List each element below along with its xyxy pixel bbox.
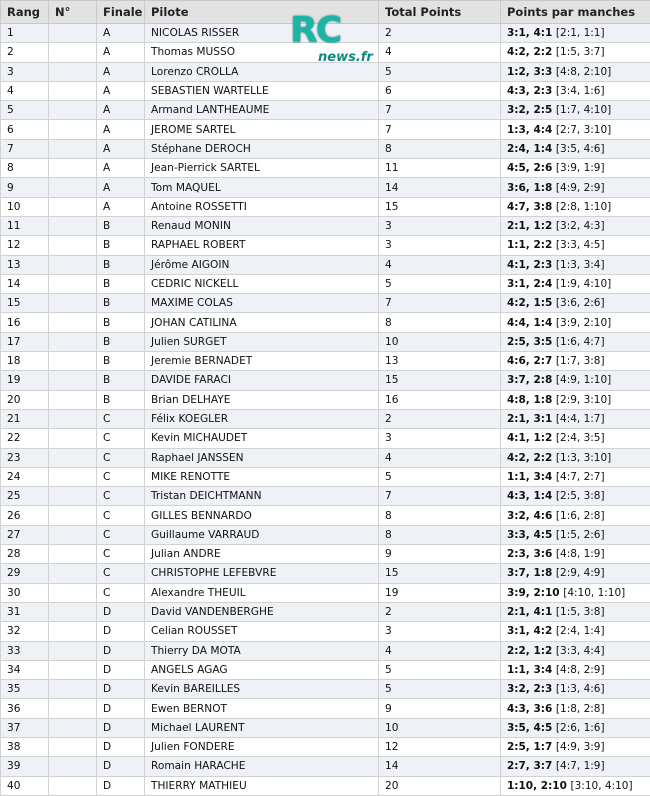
rank-cell: 36 [1, 699, 49, 718]
total-points-cell: 15 [379, 197, 501, 216]
heat-points-cell: 2:2, 1:2 [3:3, 4:4] [501, 641, 650, 660]
table-row [1, 409, 650, 428]
finale-cell: D [97, 757, 145, 776]
total-points-cell: 4 [379, 641, 501, 660]
heat-points-cell: 3:2, 2:5 [1:7, 4:10] [501, 101, 650, 120]
rank-cell: 19 [1, 371, 49, 390]
finale-cell: B [97, 390, 145, 409]
number-cell [49, 274, 97, 293]
rank-cell: 7 [1, 139, 49, 158]
pilot-name-cell: Raphael JANSSEN [145, 448, 379, 467]
heat-points-cell: 4:3, 1:4 [2:5, 3:8] [501, 487, 650, 506]
finale-cell: A [97, 159, 145, 178]
table-row [1, 680, 650, 699]
pilot-name-cell: Tom MAQUEL [145, 178, 379, 197]
table-row [1, 236, 650, 255]
heat-points-cell: 4:3, 3:6 [1:8, 2:8] [501, 699, 650, 718]
table-row [1, 371, 650, 390]
rcnews-logo [290, 14, 360, 68]
table-row [1, 602, 650, 621]
number-cell [49, 255, 97, 274]
rank-cell: 9 [1, 178, 49, 197]
table-row [1, 81, 650, 100]
heat-points-cell: 4:6, 2:7 [1:7, 3:8] [501, 352, 650, 371]
total-points-cell: 8 [379, 525, 501, 544]
heat-points-cell: 3:1, 4:2 [2:4, 1:4] [501, 622, 650, 641]
finale-cell: C [97, 583, 145, 602]
results-body [1, 24, 650, 796]
rank-cell: 28 [1, 545, 49, 564]
rank-cell: 27 [1, 525, 49, 544]
table-row [1, 776, 650, 795]
finale-cell: C [97, 429, 145, 448]
finale-cell: A [97, 120, 145, 139]
number-cell [49, 139, 97, 158]
total-points-cell: 3 [379, 429, 501, 448]
number-cell [49, 564, 97, 583]
number-cell [49, 641, 97, 660]
total-points-cell: 2 [379, 409, 501, 428]
total-points-cell: 4 [379, 255, 501, 274]
table-row [1, 487, 650, 506]
rank-cell: 18 [1, 352, 49, 371]
number-cell [49, 178, 97, 197]
rank-cell: 29 [1, 564, 49, 583]
finale-cell: C [97, 487, 145, 506]
finale-cell: C [97, 525, 145, 544]
table-row [1, 313, 650, 332]
table-row [1, 506, 650, 525]
finale-cell: C [97, 409, 145, 428]
finale-cell: C [97, 564, 145, 583]
heat-points-cell: 3:3, 4:5 [1:5, 2:6] [501, 525, 650, 544]
heat-points-cell: 1:1, 2:2 [3:3, 4:5] [501, 236, 650, 255]
table-row [1, 178, 650, 197]
pilot-name-cell: Lorenzo CROLLA [145, 62, 379, 81]
heat-points-cell: 3:5, 4:5 [2:6, 1:6] [501, 718, 650, 737]
pilot-name-cell: Celian ROUSSET [145, 622, 379, 641]
rank-cell: 10 [1, 197, 49, 216]
heat-points-cell: 3:1, 4:1 [2:1, 1:1] [501, 24, 650, 43]
table-row [1, 120, 650, 139]
heat-points-cell: 2:4, 1:4 [3:5, 4:6] [501, 139, 650, 158]
heat-points-cell: 2:1, 1:2 [3:2, 4:3] [501, 216, 650, 235]
finale-cell: B [97, 216, 145, 235]
finale-cell: D [97, 776, 145, 795]
rank-cell: 1 [1, 24, 49, 43]
finale-cell: A [97, 139, 145, 158]
pilot-name-cell: Michael LAURENT [145, 718, 379, 737]
number-cell [49, 525, 97, 544]
number-cell [49, 487, 97, 506]
table-row [1, 274, 650, 293]
number-cell [49, 737, 97, 756]
finale-cell: B [97, 352, 145, 371]
table-row [1, 139, 650, 158]
pilot-name-cell: Alexandre THEUIL [145, 583, 379, 602]
pilot-name-cell: NICOLAS RISSER [145, 24, 379, 43]
total-points-cell: 9 [379, 545, 501, 564]
finale-cell: B [97, 255, 145, 274]
heat-points-cell: 4:3, 2:3 [3:4, 1:6] [501, 81, 650, 100]
pilot-name-cell: Stéphane DEROCH [145, 139, 379, 158]
header-total-points[interactable]: Total Points [379, 1, 501, 24]
heat-points-cell: 2:7, 3:7 [4:7, 1:9] [501, 757, 650, 776]
heat-points-cell: 4:4, 1:4 [3:9, 2:10] [501, 313, 650, 332]
total-points-cell: 15 [379, 371, 501, 390]
rank-cell: 34 [1, 660, 49, 679]
number-cell [49, 81, 97, 100]
total-points-cell: 14 [379, 178, 501, 197]
number-cell [49, 429, 97, 448]
heat-points-cell: 4:2, 2:2 [1:5, 3:7] [501, 43, 650, 62]
number-cell [49, 583, 97, 602]
heat-points-cell: 4:5, 2:6 [3:9, 1:9] [501, 159, 650, 178]
rank-cell: 24 [1, 467, 49, 486]
pilot-name-cell: CEDRIC NICKELL [145, 274, 379, 293]
pilot-name-cell: Jérôme AIGOIN [145, 255, 379, 274]
number-cell [49, 332, 97, 351]
table-row [1, 622, 650, 641]
number-cell [49, 718, 97, 737]
pilot-name-cell: Félix KOEGLER [145, 409, 379, 428]
finale-cell: A [97, 178, 145, 197]
finale-cell: D [97, 660, 145, 679]
heat-points-cell: 4:7, 3:8 [2:8, 1:10] [501, 197, 650, 216]
finale-cell: A [97, 197, 145, 216]
finale-cell: A [97, 24, 145, 43]
finale-cell: D [97, 737, 145, 756]
rank-cell: 14 [1, 274, 49, 293]
finale-cell: D [97, 699, 145, 718]
number-cell [49, 757, 97, 776]
number-cell [49, 448, 97, 467]
pilot-name-cell: Julian ANDRE [145, 545, 379, 564]
pilot-name-cell: Thierry DA MOTA [145, 641, 379, 660]
finale-cell: B [97, 274, 145, 293]
heat-points-cell: 4:2, 1:5 [3:6, 2:6] [501, 294, 650, 313]
total-points-cell: 10 [379, 718, 501, 737]
total-points-cell: 5 [379, 467, 501, 486]
number-cell [49, 602, 97, 621]
table-row [1, 294, 650, 313]
total-points-cell: 4 [379, 448, 501, 467]
number-cell [49, 680, 97, 699]
rank-cell: 17 [1, 332, 49, 351]
number-cell [49, 159, 97, 178]
finale-cell: C [97, 467, 145, 486]
pilot-name-cell: MIKE RENOTTE [145, 467, 379, 486]
finale-cell: D [97, 718, 145, 737]
table-row [1, 159, 650, 178]
total-points-cell: 8 [379, 139, 501, 158]
header-points-par-manches[interactable]: Points par manches [501, 1, 650, 24]
finale-cell: C [97, 506, 145, 525]
heat-points-cell: 3:2, 2:3 [1:3, 4:6] [501, 680, 650, 699]
total-points-cell: 16 [379, 390, 501, 409]
finale-cell: D [97, 680, 145, 699]
logo-rc-text: RC [290, 10, 340, 51]
rank-cell: 5 [1, 101, 49, 120]
rank-cell: 6 [1, 120, 49, 139]
total-points-cell: 8 [379, 313, 501, 332]
rank-cell: 11 [1, 216, 49, 235]
rank-cell: 3 [1, 62, 49, 81]
rank-cell: 23 [1, 448, 49, 467]
pilot-name-cell: JOHAN CATILINA [145, 313, 379, 332]
number-cell [49, 409, 97, 428]
heat-points-cell: 2:3, 3:6 [4:8, 1:9] [501, 545, 650, 564]
table-row [1, 332, 650, 351]
rank-cell: 2 [1, 43, 49, 62]
table-row [1, 545, 650, 564]
total-points-cell: 14 [379, 757, 501, 776]
total-points-cell: 3 [379, 216, 501, 235]
pilot-name-cell: Antoine ROSSETTI [145, 197, 379, 216]
table-row [1, 699, 650, 718]
pilot-name-cell: Kevin MICHAUDET [145, 429, 379, 448]
heat-points-cell: 4:1, 1:2 [2:4, 3:5] [501, 429, 650, 448]
total-points-cell: 6 [379, 81, 501, 100]
pilot-name-cell: David VANDENBERGHE [145, 602, 379, 621]
rank-cell: 30 [1, 583, 49, 602]
total-points-cell: 3 [379, 622, 501, 641]
finale-cell: A [97, 43, 145, 62]
pilot-name-cell: DAVIDE FARACI [145, 371, 379, 390]
number-cell [49, 390, 97, 409]
pilot-name-cell: JEROME SARTEL [145, 120, 379, 139]
table-row [1, 448, 650, 467]
total-points-cell: 12 [379, 737, 501, 756]
number-cell [49, 467, 97, 486]
rank-cell: 13 [1, 255, 49, 274]
rank-cell: 40 [1, 776, 49, 795]
total-points-cell: 7 [379, 294, 501, 313]
rank-cell: 31 [1, 602, 49, 621]
rank-cell: 4 [1, 81, 49, 100]
finale-cell: A [97, 62, 145, 81]
heat-points-cell: 3:7, 1:8 [2:9, 4:9] [501, 564, 650, 583]
table-row [1, 641, 650, 660]
heat-points-cell: 3:1, 2:4 [1:9, 4:10] [501, 274, 650, 293]
total-points-cell: 5 [379, 660, 501, 679]
number-cell [49, 699, 97, 718]
header-rang[interactable]: Rang [1, 1, 49, 24]
heat-points-cell: 1:2, 3:3 [4:8, 2:10] [501, 62, 650, 81]
pilot-name-cell: SEBASTIEN WARTELLE [145, 81, 379, 100]
heat-points-cell: 1:1, 3:4 [4:8, 2:9] [501, 660, 650, 679]
heat-points-cell: 4:8, 1:8 [2:9, 3:10] [501, 390, 650, 409]
rank-cell: 15 [1, 294, 49, 313]
pilot-name-cell: GILLES BENNARDO [145, 506, 379, 525]
table-row [1, 525, 650, 544]
heat-points-cell: 3:7, 2:8 [4:9, 1:10] [501, 371, 650, 390]
number-cell [49, 62, 97, 81]
finale-cell: B [97, 371, 145, 390]
number-cell [49, 236, 97, 255]
pilot-name-cell: MAXIME COLAS [145, 294, 379, 313]
heat-points-cell: 2:1, 4:1 [1:5, 3:8] [501, 602, 650, 621]
pilot-name-cell: Thomas MUSSO [145, 43, 379, 62]
rank-cell: 22 [1, 429, 49, 448]
finale-cell: B [97, 294, 145, 313]
number-cell [49, 545, 97, 564]
number-cell [49, 660, 97, 679]
table-row [1, 467, 650, 486]
pilot-name-cell: Guillaume VARRAUD [145, 525, 379, 544]
number-cell [49, 622, 97, 641]
heat-points-cell: 4:1, 2:3 [1:3, 3:4] [501, 255, 650, 274]
pilot-name-cell: Ewen BERNOT [145, 699, 379, 718]
heat-points-cell: 1:1, 3:4 [4:7, 2:7] [501, 467, 650, 486]
heat-points-cell: 3:2, 4:6 [1:6, 2:8] [501, 506, 650, 525]
total-points-cell: 3 [379, 236, 501, 255]
total-points-cell: 7 [379, 487, 501, 506]
total-points-cell: 5 [379, 274, 501, 293]
finale-cell: B [97, 236, 145, 255]
number-cell [49, 506, 97, 525]
table-row [1, 737, 650, 756]
finale-cell: B [97, 332, 145, 351]
total-points-cell: 5 [379, 62, 501, 81]
total-points-cell: 20 [379, 776, 501, 795]
rank-cell: 38 [1, 737, 49, 756]
finale-cell: D [97, 641, 145, 660]
table-row [1, 429, 650, 448]
total-points-cell: 13 [379, 352, 501, 371]
rank-cell: 26 [1, 506, 49, 525]
pilot-name-cell: Julien FONDERE [145, 737, 379, 756]
heat-points-cell: 3:6, 1:8 [4:9, 2:9] [501, 178, 650, 197]
finale-cell: C [97, 545, 145, 564]
pilot-name-cell: Julien SURGET [145, 332, 379, 351]
pilot-name-cell: Jean-Pierrick SARTEL [145, 159, 379, 178]
finale-cell: D [97, 602, 145, 621]
heat-points-cell: 1:10, 2:10 [3:10, 4:10] [501, 776, 650, 795]
number-cell [49, 371, 97, 390]
rank-cell: 39 [1, 757, 49, 776]
table-row [1, 660, 650, 679]
pilot-name-cell: Tristan DEICHTMANN [145, 487, 379, 506]
pilot-name-cell: RAPHAEL ROBERT [145, 236, 379, 255]
number-cell [49, 352, 97, 371]
rank-cell: 33 [1, 641, 49, 660]
finale-cell: D [97, 622, 145, 641]
number-cell [49, 43, 97, 62]
table-row [1, 390, 650, 409]
pilot-name-cell: CHRISTOPHE LEFEBVRE [145, 564, 379, 583]
number-cell [49, 197, 97, 216]
rank-cell: 21 [1, 409, 49, 428]
total-points-cell: 9 [379, 699, 501, 718]
finale-cell: A [97, 81, 145, 100]
rank-cell: 37 [1, 718, 49, 737]
number-cell [49, 120, 97, 139]
pilot-name-cell: Jeremie BERNADET [145, 352, 379, 371]
rank-cell: 25 [1, 487, 49, 506]
number-cell [49, 24, 97, 43]
table-row [1, 255, 650, 274]
total-points-cell: 19 [379, 583, 501, 602]
logo-news-text: news.fr [318, 50, 373, 65]
rank-cell: 8 [1, 159, 49, 178]
table-row [1, 352, 650, 371]
pilot-name-cell: Kevin BAREILLES [145, 680, 379, 699]
number-cell [49, 776, 97, 795]
pilot-name-cell: Brian DELHAYE [145, 390, 379, 409]
rank-cell: 32 [1, 622, 49, 641]
finale-cell: C [97, 448, 145, 467]
table-row [1, 197, 650, 216]
finale-cell: A [97, 101, 145, 120]
number-cell [49, 313, 97, 332]
total-points-cell: 7 [379, 101, 501, 120]
total-points-cell: 8 [379, 506, 501, 525]
pilot-name-cell: ANGELS AGAG [145, 660, 379, 679]
pilot-name-cell: Romain HARACHE [145, 757, 379, 776]
rank-cell: 16 [1, 313, 49, 332]
total-points-cell: 10 [379, 332, 501, 351]
heat-points-cell: 2:5, 3:5 [1:6, 4:7] [501, 332, 650, 351]
header-pilote[interactable]: Pilote [145, 1, 379, 24]
heat-points-cell: 2:1, 3:1 [4:4, 1:7] [501, 409, 650, 428]
rank-cell: 12 [1, 236, 49, 255]
finale-cell: B [97, 313, 145, 332]
number-cell [49, 294, 97, 313]
total-points-cell: 4 [379, 43, 501, 62]
heat-points-cell: 2:5, 1:7 [4:9, 3:9] [501, 737, 650, 756]
pilot-name-cell: Armand LANTHEAUME [145, 101, 379, 120]
number-cell [49, 101, 97, 120]
table-row [1, 757, 650, 776]
total-points-cell: 11 [379, 159, 501, 178]
heat-points-cell: 1:3, 4:4 [2:7, 3:10] [501, 120, 650, 139]
table-row [1, 101, 650, 120]
table-row [1, 564, 650, 583]
table-row [1, 216, 650, 235]
heat-points-cell: 4:2, 2:2 [1:3, 3:10] [501, 448, 650, 467]
table-row [1, 583, 650, 602]
total-points-cell: 5 [379, 680, 501, 699]
total-points-cell: 2 [379, 24, 501, 43]
pilot-name-cell: Renaud MONIN [145, 216, 379, 235]
pilot-name-cell: THIERRY MATHIEU [145, 776, 379, 795]
heat-points-cell: 3:9, 2:10 [4:10, 1:10] [501, 583, 650, 602]
total-points-cell: 15 [379, 564, 501, 583]
total-points-cell: 7 [379, 120, 501, 139]
header-finale[interactable]: Finale [97, 1, 145, 24]
total-points-cell: 2 [379, 602, 501, 621]
header-numero[interactable]: N° [49, 1, 97, 24]
number-cell [49, 216, 97, 235]
rank-cell: 35 [1, 680, 49, 699]
table-row [1, 718, 650, 737]
rank-cell: 20 [1, 390, 49, 409]
